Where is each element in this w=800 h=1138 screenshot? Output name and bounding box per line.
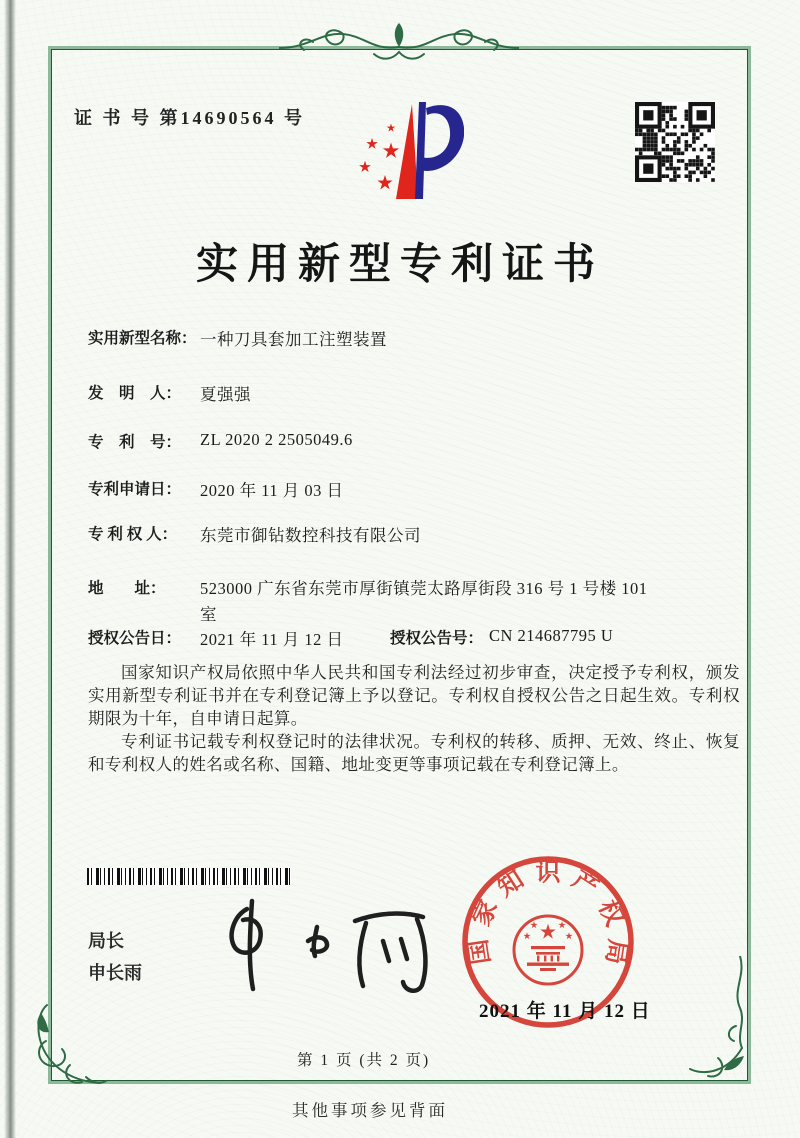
seal-date: 2021 年 11 月 12 日 <box>479 1001 651 1022</box>
qr-finder-top-left <box>635 102 662 129</box>
field-value: 东莞市御钻数控科技有限公司 <box>200 526 421 545</box>
certificate-number: 证 书 号 第14690564 号 <box>74 108 305 128</box>
field-value-address-line2: 室 <box>200 604 217 624</box>
commissioner-title: 局长 <box>88 931 124 951</box>
legal-paragraph: 专利证书记载专利权登记时的法律状况。专利权的转移、质押、无效、终止、恢复和专利权人的姓名或名称、国籍、地址变更等事项记载在专利登记簿上。 <box>88 732 740 774</box>
svg-text:国家知识产权局 <box>464 859 632 967</box>
top-flourish-ornament <box>279 20 519 70</box>
legal-paragraph: 国家知识产权局依照中华人民共和国专利法经过初步审查，决定授予专利权，颁发实用新型专利证书并在专利登记簿上予以登记。专利权自授权公告之日起生效。专利权期限为十年，自申请日起算。 <box>88 663 740 728</box>
cnipa-logo <box>338 98 464 206</box>
national-emblem <box>514 916 582 984</box>
field-value-address-line1: 523000 广东省东莞市厚街镇莞太路厚街段 316 号 1 号楼 101 <box>200 579 648 598</box>
seal-ring-text: 国家知识产权局 <box>465 859 631 967</box>
field-label: 专利申请日： <box>88 481 182 498</box>
grant-number-value: CN 214687795 U <box>489 626 614 645</box>
field-label: 授权公告号： <box>390 630 484 647</box>
field-row-filing-date <box>88 477 743 501</box>
field-label: 发 明 人： <box>88 385 182 402</box>
barcode <box>87 868 291 885</box>
field-value: 一种刀具套加工注塑装置 <box>200 330 387 349</box>
back-side-note: 其他事项参见背面 <box>292 1101 448 1120</box>
field-row-inventor <box>88 381 743 405</box>
field-label: 专 利 号： <box>88 434 182 451</box>
commissioner-name: 申长雨 <box>88 963 142 983</box>
commissioner-signature <box>205 893 460 998</box>
field-value: 2020 年 11 月 03 日 <box>200 481 344 500</box>
qr-finder-top-right <box>688 102 715 129</box>
field-value: 夏强强 <box>200 385 251 404</box>
commissioner-block <box>88 925 142 989</box>
field-row-patent-number <box>88 430 743 452</box>
bottom-right-flourish-ornament <box>686 956 756 1082</box>
scan-edge-shadow <box>4 0 16 1138</box>
bottom-left-flourish-ornament <box>26 1003 116 1089</box>
qr-code <box>635 102 715 182</box>
legal-text-block <box>88 661 740 776</box>
page-number: 第 1 页 (共 2 页) <box>297 1052 431 1069</box>
grant-date-value: 2021 年 11 月 12 日 <box>200 630 344 649</box>
field-label: 授权公告日： <box>88 630 182 647</box>
field-label: 实用新型名称： <box>88 330 197 347</box>
field-row-invention-name <box>88 326 743 350</box>
field-row-grant <box>88 626 743 650</box>
qr-finder-bottom-left <box>635 155 662 182</box>
field-label: 地 址： <box>88 580 166 597</box>
field-label: 专 利 权 人： <box>88 526 178 543</box>
certificate-title: 实用新型专利证书 <box>195 242 604 288</box>
field-row-address <box>88 576 743 627</box>
field-row-patentee <box>88 522 743 546</box>
field-value: ZL 2020 2 2505049.6 <box>200 430 353 449</box>
